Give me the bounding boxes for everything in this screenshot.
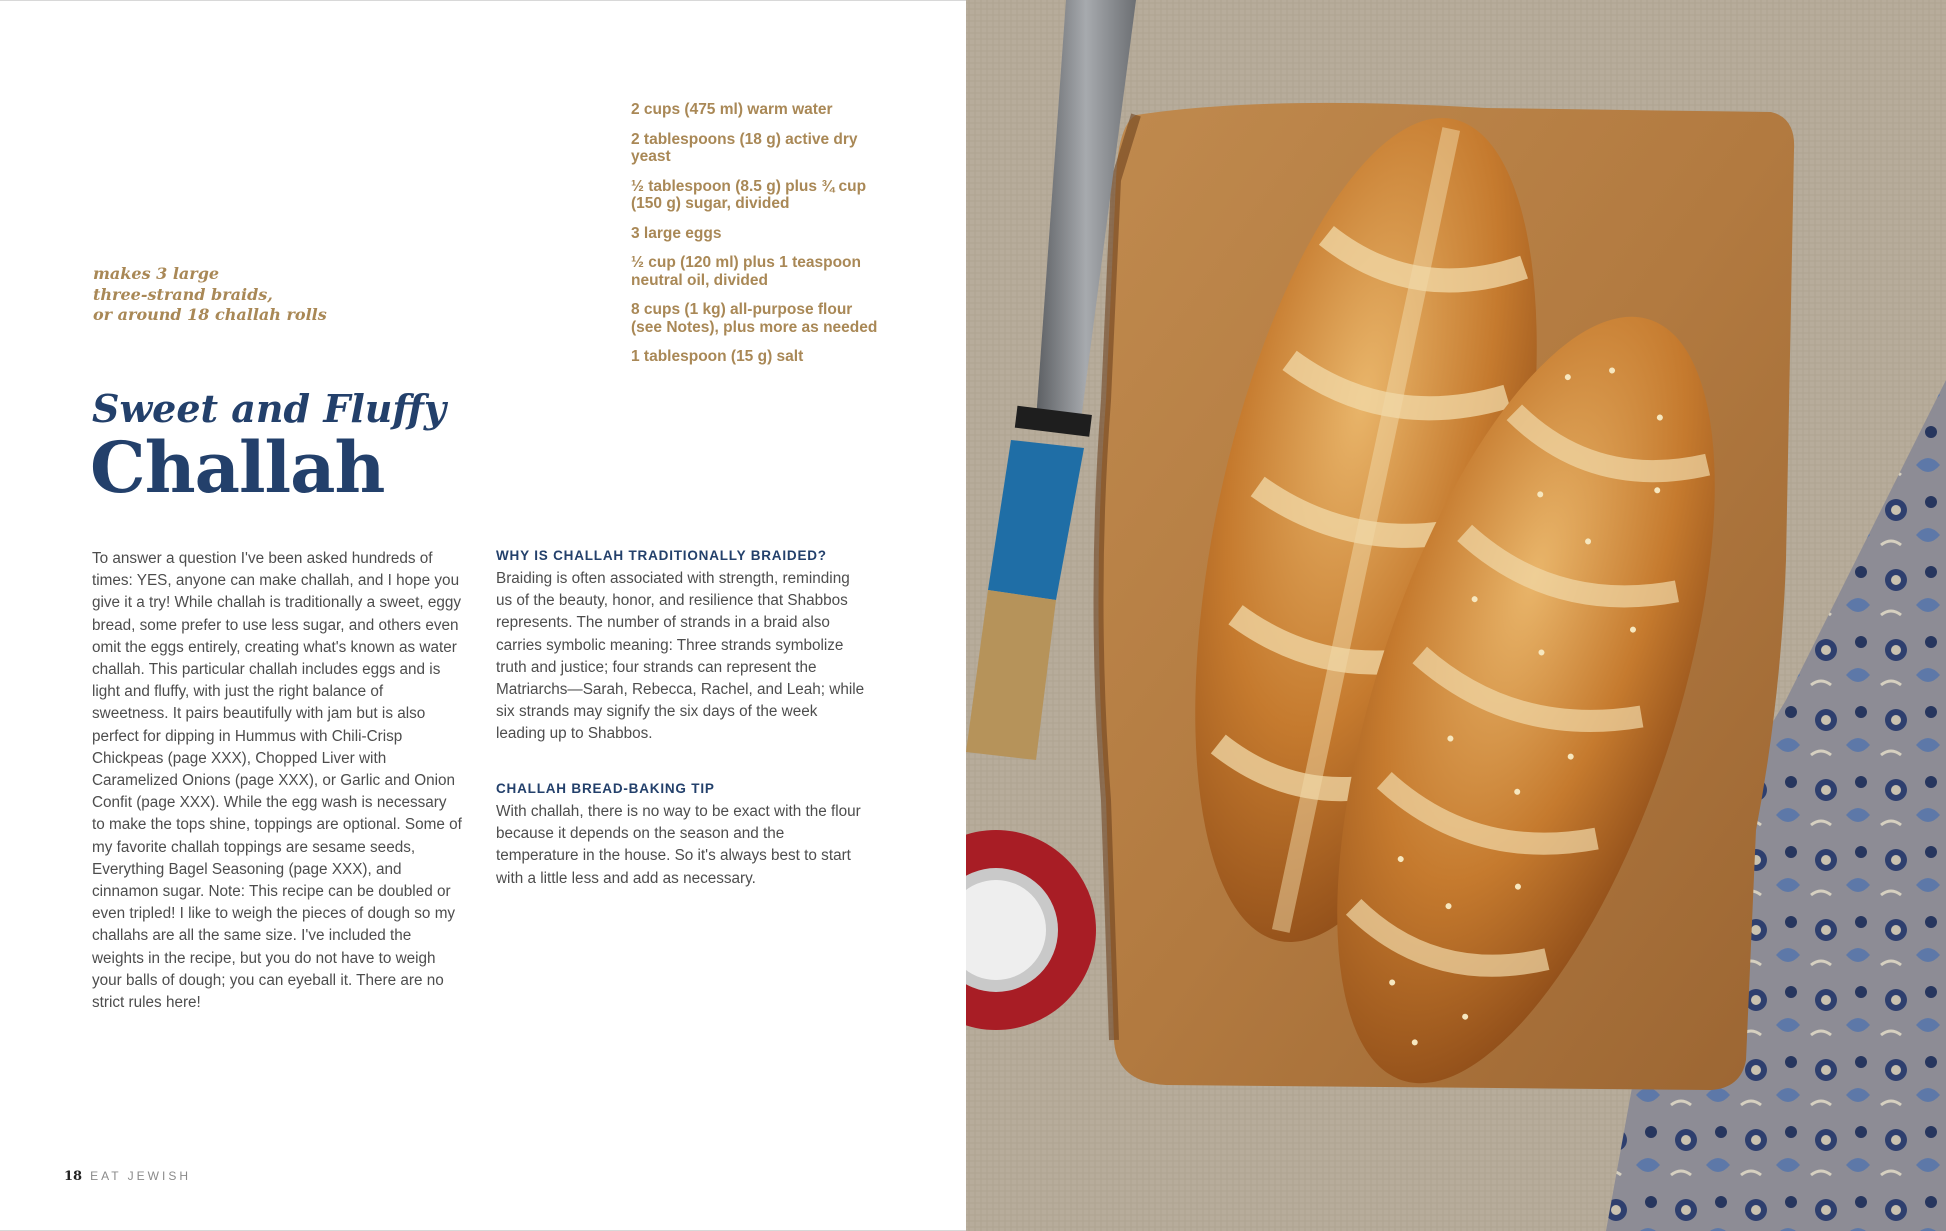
ingredient-item: 1 tablespoon (15 g) salt	[631, 348, 804, 365]
recipe-subtitle: Sweet and Fluffy	[92, 386, 446, 431]
ingredient-item: 2 cups (475 ml) warm water	[631, 101, 833, 118]
ingredient-item: ½ tablespoon (8.5 g) plus ¾ cup (150 g) sugar, divided	[631, 177, 867, 212]
ingredient-item: 2 tablespoons (18 g) active dry yeast	[631, 130, 858, 165]
yield-line: three-strand braids,	[93, 284, 273, 304]
why-braided-box	[496, 547, 866, 746]
ingredient-item: ½ cup (120 ml) plus 1 teaspoon neutral oil, divided	[631, 254, 861, 289]
why-braided-text: Braiding is often associated with strength, reminding us of the beauty, honor, and resilience that Shabbos represents. The number of strands in a braid also carries symbolic meaning: Three strands symbolize truth and justice; four strands can represent the Matriarchs—Sarah, Rebecca, Rachel, and Leah; while six strands may signify the six days of the week leading up to Shabbos.	[496, 570, 865, 743]
baking-tip-heading: CHALLAH BREAD-BAKING TIP	[496, 781, 715, 796]
baking-tip-text: With challah, there is no way to be exact with the flour because it depends on the season and the temperature in the house. So it's always best to start with a little less and add as necessary.	[496, 803, 861, 887]
page-number: 18	[64, 1169, 83, 1184]
baking-tip-box	[496, 780, 866, 890]
book-title: EAT JEWISH	[90, 1169, 191, 1183]
ingredient-item: 8 cups (1 kg) all-purpose flour (see Notes), plus more as needed	[631, 301, 878, 336]
yield-line: or around 18 challah rolls	[93, 305, 327, 324]
challah-photo	[966, 0, 1946, 1231]
recipe-title: Challah	[90, 426, 385, 509]
why-braided-heading: WHY IS CHALLAH TRADITIONALLY BRAIDED?	[496, 548, 827, 563]
recipe-intro-text: To answer a question I've been asked hundreds of times: YES, anyone can make challah, and I hope you give it a try! While challah is traditionally a sweet, eggy bread, some prefer to use less sugar, and others even omit the eggs entirely, creating what's known as water challah. This particular challah includes eggs and is light and fluffy, with just the right balance of sweetness. It pairs beautifully with jam but is also perfect for dipping in Hummus with Chili-Crisp Chickpeas (page XXX), Chopped Liver with Caramelized Onions (page XXX), or Garlic and Onion Confit (page XXX). While the egg wash is necessary to make the tops shine, toppings are optional. Some of my favorite challah toppings are sesame seeds, Everything Bagel Seasoning (page XXX), and cinnamon sugar. Note: This recipe can be doubled or even tripled! I like to weigh the pieces of dough so my challahs are all the same size. I've included the weights in the recipe, but you do not have to weigh your balls of dough; you can eyeball it. There are no strict rules here!	[92, 550, 462, 1012]
yield-line: makes 3 large	[93, 264, 220, 283]
ingredient-item: 3 large eggs	[631, 224, 722, 242]
ingredient-list	[631, 101, 886, 378]
recipe-yield	[93, 264, 393, 326]
left-page	[0, 0, 966, 1231]
page-footer	[64, 1169, 191, 1184]
